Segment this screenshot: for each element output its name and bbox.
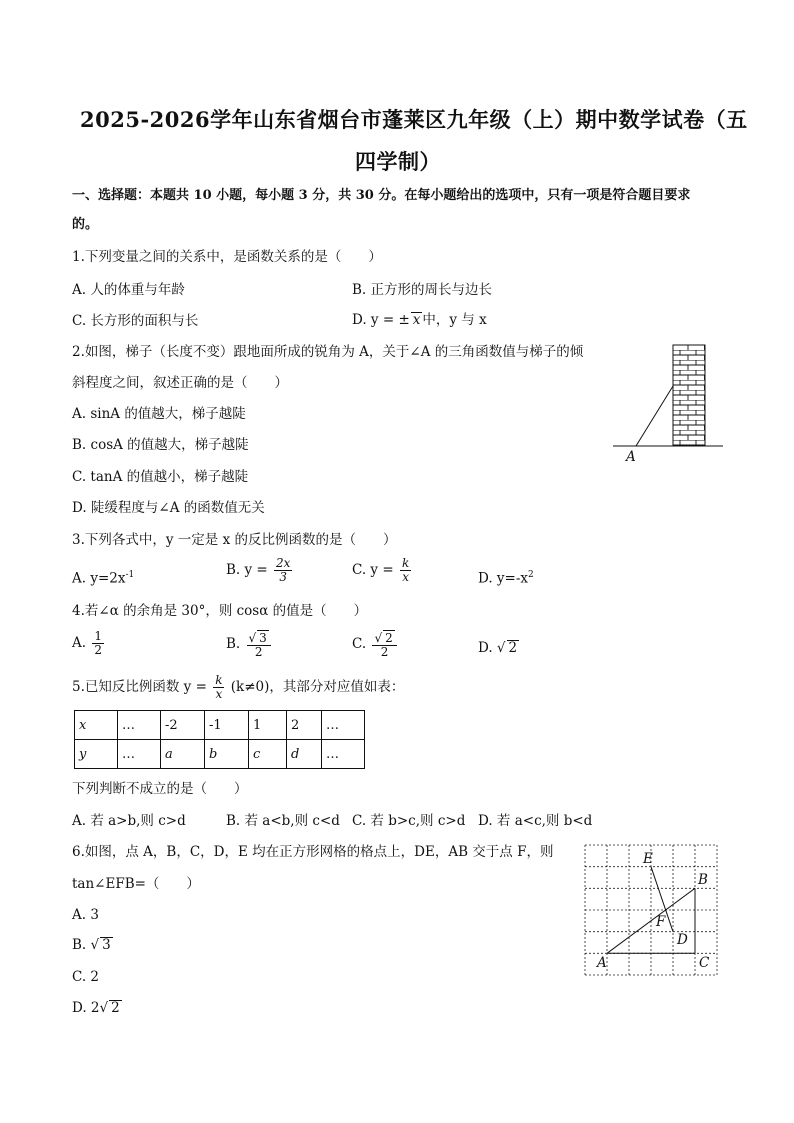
q3-b-num: 2x bbox=[276, 556, 291, 570]
table-cell: … bbox=[118, 711, 161, 740]
q2-stem-2: 斜程度之间，叙述正确的是（ ） bbox=[72, 375, 288, 391]
table-cell: y bbox=[75, 740, 118, 769]
table-cell: … bbox=[118, 740, 161, 769]
q4-option-b: B. $\frac{√ 3}{2}$ bbox=[226, 630, 273, 659]
q6-option-a: A. 3 bbox=[72, 907, 99, 923]
q6-option-b: B. √ 3 bbox=[72, 937, 111, 953]
q4-c-num-rad: 2 bbox=[385, 631, 393, 645]
q4-c-prefix: C. bbox=[352, 636, 367, 652]
q1-d-radicand: x bbox=[412, 312, 421, 328]
q3-a-sup: -1 bbox=[125, 570, 135, 580]
q3-option-c bbox=[352, 557, 413, 584]
q2-option-c: C. tanA 的值越小，梯子越陡 bbox=[72, 469, 249, 485]
q4-option-d: D. √ 2 bbox=[478, 640, 518, 656]
section-heading: 一、选择题：本题共 10 小题，每小题 3 分，共 30 分。在每小题给出的选项中，只有一项是符合题目要求 bbox=[72, 188, 691, 203]
q4-a-num: 1 bbox=[94, 629, 102, 643]
grid-label-a: A bbox=[597, 955, 607, 971]
q3-c-den: x bbox=[402, 570, 409, 584]
q4-c-den: 2 bbox=[380, 645, 389, 659]
ladder-line bbox=[636, 386, 673, 446]
table-cell: -2 bbox=[161, 711, 205, 740]
q3-option-b bbox=[226, 557, 294, 584]
grid-label-d: D bbox=[677, 932, 688, 948]
q1-option-d bbox=[352, 311, 487, 329]
q2-option-b: B. cosA 的值越大，梯子越陡 bbox=[72, 437, 249, 453]
table-cell: c bbox=[249, 740, 287, 769]
table-cell: … bbox=[322, 740, 365, 769]
q6-b-rad: 3 bbox=[102, 937, 111, 953]
table-cell: a bbox=[161, 740, 205, 769]
q4-a-prefix: A. bbox=[72, 635, 87, 651]
table-cell: 2 bbox=[287, 711, 322, 740]
table-cell: x bbox=[75, 711, 118, 740]
q5-stem-den: x bbox=[215, 687, 223, 701]
table-cell: … bbox=[322, 711, 365, 740]
q1-option-a: A. 人的体重与年龄 bbox=[72, 282, 185, 298]
brick-wall bbox=[673, 345, 705, 446]
q6-d-rad: 2 bbox=[111, 1000, 120, 1016]
page-title-line2: 四学制） bbox=[355, 149, 441, 174]
q3-option-d bbox=[478, 566, 534, 588]
q2-figure-label-a: A bbox=[626, 449, 636, 465]
q1-d-suffix: 中，y 与 x bbox=[422, 312, 487, 328]
q1-option-b: B. 正方形的周长与边长 bbox=[352, 282, 493, 298]
q4-b-prefix: B. bbox=[226, 636, 241, 652]
q5-value-table bbox=[74, 710, 365, 769]
q5-stem bbox=[72, 674, 404, 701]
grid-label-b: B bbox=[698, 872, 708, 888]
q5-stem-prefix: 5.已知反比例函数 y = bbox=[72, 679, 207, 695]
table-cell: 1 bbox=[249, 711, 287, 740]
q4-stem: 4.若∠α 的余角是 30°，则 cosα 的值是（ ） bbox=[72, 603, 368, 619]
q3-c-prefix: C. y = bbox=[352, 562, 394, 578]
q4-option-a bbox=[72, 630, 106, 657]
q3-a-text: A. y=2x bbox=[72, 570, 126, 587]
q4-b-num-rad: 3 bbox=[259, 631, 267, 645]
q3-d-text: D. y=-x bbox=[478, 570, 529, 587]
grid-label-c: C bbox=[699, 955, 710, 971]
q1-d-prefix: D. y = ± bbox=[352, 312, 410, 328]
q3-d-sup: 2 bbox=[528, 570, 534, 580]
page-title-line1: 2025-2026学年山东省烟台市蓬莱区九年级（上）期中数学试卷（五 bbox=[80, 107, 748, 132]
q5-stem-num: k bbox=[215, 673, 223, 687]
q3-stem: 3.下列各式中，y 一定是 x 的反比例函数的是（ ） bbox=[72, 532, 397, 548]
q5-option-d: D. 若 a<c,则 b<d bbox=[478, 813, 593, 829]
ladder-wall-figure bbox=[608, 340, 728, 465]
q1-option-c: C. 长方形的面积与长 bbox=[72, 313, 199, 329]
q6-d-prefix: D. 2 bbox=[72, 1000, 100, 1016]
q3-option-a bbox=[72, 566, 134, 588]
section-heading-cont: 的。 bbox=[72, 217, 99, 232]
q4-a-den: 2 bbox=[94, 643, 102, 657]
q5-option-c: C. 若 b>c,则 c>d bbox=[352, 813, 466, 829]
q3-b-prefix: B. y = bbox=[226, 562, 268, 578]
q1-stem: 1.下列变量之间的关系中，是函数关系的是（ ） bbox=[72, 249, 382, 265]
q6-option-c: C. 2 bbox=[72, 969, 100, 985]
table-cell: b bbox=[205, 740, 249, 769]
table-cell: d bbox=[287, 740, 322, 769]
q2-stem-1: 2.如图，梯子（长度不变）跟地面所成的锐角为 A，关于∠A 的三角函数值与梯子的倾 bbox=[72, 344, 584, 360]
q2-option-d: D. 陡缓程度与∠A 的函数值无关 bbox=[72, 500, 265, 516]
q5-option-a: A. 若 a>b,则 c>d bbox=[72, 813, 186, 829]
q4-d-rad: 2 bbox=[508, 640, 518, 656]
q4-b-den: 2 bbox=[254, 645, 263, 659]
q6-stem-1: 6.如图，点 A，B，C，D，E 均在正方形网格的格点上，DE，AB 交于点 F，则 bbox=[72, 844, 554, 860]
q3-b-den: 3 bbox=[279, 570, 288, 584]
table-row bbox=[75, 711, 365, 740]
q4-option-c: C. $\frac{√ 2}{2}$ bbox=[352, 630, 399, 659]
q5-after-table: 下列判断不成立的是（ ） bbox=[72, 781, 248, 797]
q5-stem-suffix: (k≠0)，其部分对应值如表： bbox=[230, 679, 405, 695]
q4-d-prefix: D. bbox=[478, 640, 493, 656]
q6-stem-2: tan∠EFB=（ ） bbox=[72, 876, 200, 892]
table-cell: -1 bbox=[205, 711, 249, 740]
q3-c-num: k bbox=[401, 556, 410, 570]
q5-option-b: B. 若 a<b,则 c<d bbox=[226, 813, 340, 829]
grid-label-f: F bbox=[656, 914, 666, 930]
q2-option-a: A. sinA 的值越大，梯子越陡 bbox=[72, 406, 246, 422]
q6-b-prefix: B. bbox=[72, 937, 87, 953]
q6-option-d: D. 2√ 2 bbox=[72, 1000, 120, 1016]
grid-label-e: E bbox=[643, 851, 653, 867]
table-row bbox=[75, 740, 365, 769]
